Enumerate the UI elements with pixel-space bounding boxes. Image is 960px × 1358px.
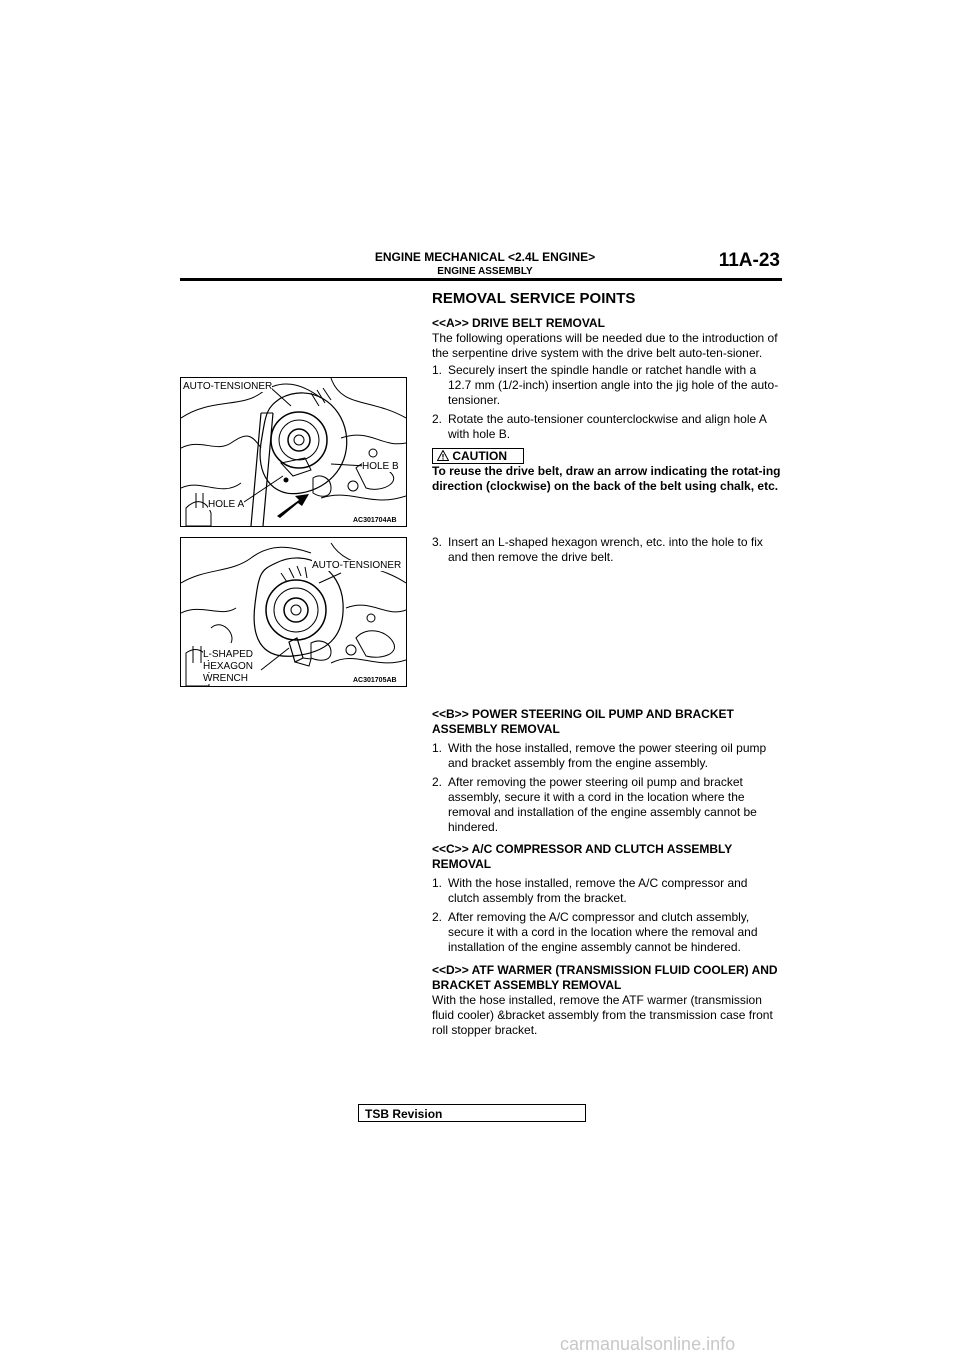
figure-2-label-wrench-line2: HEXAGON [203, 661, 254, 672]
tsb-revision-box: TSB Revision [358, 1104, 586, 1122]
figure-1-label-hole-b: HOLE B [362, 461, 399, 472]
step-a2: 2. Rotate the auto-tensioner counterclockwise and align hole A with hole B. [432, 412, 767, 441]
figure-2-label-auto-tensioner: AUTO-TENSIONER [312, 560, 402, 571]
step-a3: 3. Insert an L-shaped hexagon wrench, etc. into the hole to fix and then remove the drive belt. [432, 535, 763, 564]
figure-2-label-wrench-line1: L-SHAPED [203, 649, 254, 660]
step-b1: 1. With the hose installed, remove the power steering oil pump and bracket assembly from the engine assembly. [432, 741, 767, 770]
figure-auto-tensioner-wrench [180, 537, 407, 687]
figure-1-code: AC301704AB [353, 517, 397, 524]
warning-icon [437, 450, 449, 461]
section-a-intro: The following operations will be needed due to the introduction of the serpentine drive system with the drive belt auto-ten-sioner. [432, 331, 778, 360]
section-c [432, 842, 782, 955]
step-a3-block [432, 533, 782, 565]
figure-2-code: AC301705AB [353, 677, 397, 684]
section-b [432, 707, 782, 835]
figure-1-label-hole-a: HOLE A [208, 499, 245, 510]
step-b2: 2. After removing the power steering oil pump and bracket assembly, secure it with a cord in the location where the removal and installation of the engine assembly cannot be hindered. [432, 775, 757, 834]
section-d-title: <<D>> ATF WARMER (TRANSMISSION FLUID COOLER) AND BRACKET ASSEMBLY REMOVAL [432, 963, 778, 992]
caution-label: CAUTION [452, 449, 508, 463]
caution-badge [432, 448, 524, 464]
section-d-text: With the hose installed, remove the ATF warmer (transmission fluid cooler) &bracket assembly from the transmission case front roll stopper bracket. [432, 993, 773, 1037]
section-heading: REMOVAL SERVICE POINTS [432, 290, 636, 307]
section-c-title: <<C>> A/C COMPRESSOR AND CLUTCH ASSEMBLY REMOVAL [432, 842, 733, 871]
section-d [432, 963, 782, 1038]
step-a1: 1. Securely insert the spindle handle or ratchet handle with a 12.7 mm (1/2-inch) insertion angle into the jig hole of the auto-tensioner. [432, 363, 779, 407]
section-b-title: <<B>> POWER STEERING OIL PUMP AND BRACKET ASSEMBLY REMOVAL [432, 707, 734, 736]
caution-text: To reuse the drive belt, draw an arrow indicating the rotat-ing direction (clockwise) on the back of the belt using chalk, etc. [432, 464, 781, 493]
figure-auto-tensioner-holes [180, 377, 407, 527]
figure-2-label-wrench-line3: WRENCH [203, 673, 248, 684]
watermark: carmanualsonline.info [560, 1334, 736, 1354]
figure-1-label-auto-tensioner: AUTO-TENSIONER [183, 381, 273, 392]
caution-block [432, 448, 782, 494]
section-a [432, 316, 782, 494]
page-number: 11A-23 [718, 250, 780, 271]
header-rule [180, 278, 782, 281]
header-subtitle: ENGINE ASSEMBLY [437, 266, 533, 277]
step-c2: 2. After removing the A/C compressor and clutch assembly, secure it with a cord in the location where the removal and installation of the engine assembly cannot be hindered. [432, 910, 758, 954]
step-c1: 1. With the hose installed, remove the A/C compressor and clutch assembly from the bracket. [432, 876, 748, 905]
section-a-title: <<A>> DRIVE BELT REMOVAL [432, 316, 605, 330]
header-title: ENGINE MECHANICAL <2.4L ENGINE> [374, 250, 596, 264]
